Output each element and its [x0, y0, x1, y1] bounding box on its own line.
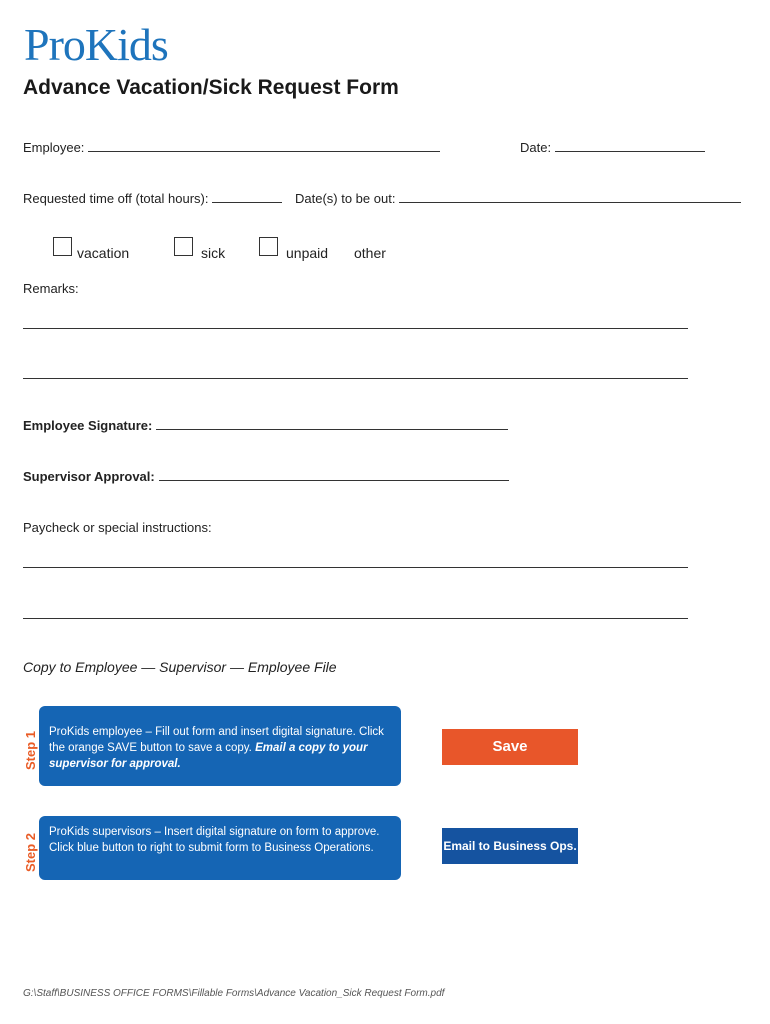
dates-out-input-line[interactable] — [399, 190, 741, 203]
remarks-line-2[interactable] — [23, 378, 688, 379]
unpaid-label: unpaid — [286, 245, 329, 261]
employee-signature-row — [23, 417, 508, 433]
remarks-line-1[interactable] — [23, 328, 688, 329]
supervisor-approval-row — [23, 468, 509, 484]
form-title: Advance Vacation/Sick Request Form — [23, 76, 399, 99]
sick-label: sick — [201, 245, 226, 261]
paycheck-label: Paycheck or special instructions: — [23, 520, 212, 535]
sick-checkbox[interactable] — [174, 237, 193, 256]
employee-signature-label: Employee Signature: — [23, 418, 153, 433]
date-field-row — [520, 139, 705, 155]
remarks-label: Remarks: — [23, 281, 79, 296]
prokids-logo: ProKids — [24, 19, 168, 70]
dates-out-label: Date(s) to be out: — [295, 191, 396, 206]
supervisor-approval-label: Supervisor Approval: — [23, 469, 155, 484]
step-2-box — [39, 816, 401, 880]
requested-hours-input-line[interactable] — [212, 190, 282, 203]
date-label: Date: — [520, 140, 552, 155]
dates-out-row — [295, 190, 741, 206]
employee-label: Employee: — [23, 140, 85, 155]
email-business-ops-button[interactable]: Email to Business Ops. — [442, 828, 578, 864]
other-label: other — [354, 245, 386, 261]
vacation-checkbox[interactable] — [53, 237, 72, 256]
employee-signature-line[interactable] — [156, 417, 508, 430]
vacation-label: vacation — [77, 245, 130, 261]
step-1-text: ProKids employee – Fill out form and insert digital signature. Click the orange SAVE button to save a copy. — [49, 726, 384, 754]
file-path-footer: G:\Staff\BUSINESS OFFICE FORMS\Fillable Forms\Advance Vacation_Sick Request Form.pdf — [23, 988, 445, 999]
step-1-emphasis: Email a copy to your supervisor for approval. — [49, 742, 368, 770]
date-input-line[interactable] — [555, 139, 705, 152]
step-2-text: ProKids supervisors – Insert digital signature on form to approve. Click blue button to right to submit form to Business Operations. — [49, 826, 380, 854]
copy-to-note: Copy to Employee — Supervisor — Employee File — [23, 659, 337, 675]
step-1-box — [39, 706, 401, 786]
unpaid-checkbox[interactable] — [259, 237, 278, 256]
requested-hours-row — [23, 190, 282, 206]
supervisor-approval-line[interactable] — [159, 468, 509, 481]
requested-hours-label: Requested time off (total hours): — [23, 191, 209, 206]
employee-input-line[interactable] — [88, 139, 440, 152]
employee-field-row — [23, 139, 440, 155]
save-button[interactable]: Save — [442, 729, 578, 765]
step-2-label: Step 2 — [23, 832, 38, 872]
step-1-label: Step 1 — [23, 730, 38, 770]
paycheck-line-1[interactable] — [23, 567, 688, 568]
paycheck-line-2[interactable] — [23, 618, 688, 619]
